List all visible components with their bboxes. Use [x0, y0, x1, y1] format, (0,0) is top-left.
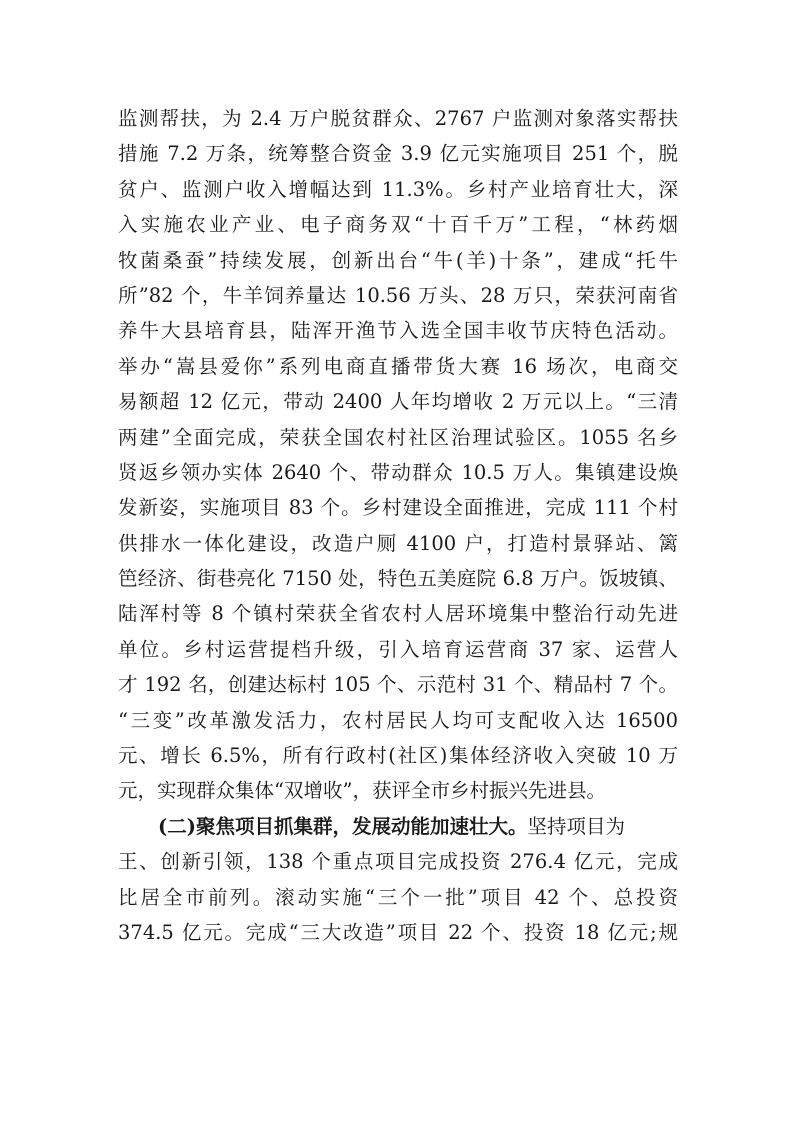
text-line: 举办“嵩县爱你”系列电商直播带货大赛 16 场次，电商交 [118, 354, 678, 378]
text-line: 牧菌桑蚕”持续发展，创新出台“牛(羊)十条”，建成“托牛 [118, 248, 678, 272]
section-heading-rest: 坚持项目为 [527, 814, 625, 838]
text-line: 供排水一体化建设，改造户厕 4100 户，打造村景驿站、篱 [118, 531, 678, 555]
text-line: 笆经济、街巷亮化 7150 处，特色五美庭院 6.8 万户。饭坡镇、 [118, 567, 678, 591]
section-heading-line [118, 809, 678, 844]
text-line: 贫户、监测户收入增幅达到 11.3%。乡村产业培育壮大，深 [118, 177, 678, 201]
text-line: 易额超 12 亿元，带动 2400 人年均增收 2 万元以上。“三清 [118, 390, 678, 414]
text-line: 所”82 个，牛羊饲养量达 10.56 万头、28 万只，荣获河南省 [118, 283, 678, 307]
text-line: 374.5 亿元。完成“三大改造”项目 22 个、投资 18 亿元;规 [118, 920, 678, 944]
text-line: 两建”全面完成，荣获全国农村社区治理试验区。1055 名乡 [118, 425, 678, 449]
body-text [118, 101, 678, 950]
text-line: 贤返乡领办实体 2640 个、带动群众 10.5 万人。集镇建设焕 [118, 460, 678, 484]
text-line: 王、创新引领，138 个重点项目完成投资 276.4 亿元，完成 [118, 850, 678, 874]
section-heading: (二)聚焦项目抓集群，发展动能加速壮大。 [158, 814, 528, 838]
text-line: “三变”改革激发活力，农村居民人均可支配收入达 16500 [118, 708, 678, 732]
text-line: 比居全市前列。滚动实施“三个一批”项目 42 个、总投资 [118, 885, 678, 909]
text-line: 单位。乡村运营提档升级，引入培育运营商 37 家、运营人 [118, 637, 678, 661]
text-line: 才 192 名，创建达标村 105 个、示范村 31 个、精品村 7 个。 [118, 673, 678, 697]
text-line: 养牛大县培育县，陆浑开渔节入选全国丰收节庆特色活动。 [118, 319, 678, 343]
text-line: 陆浑村等 8 个镇村荣获全省农村人居环境集中整治行动先进 [118, 602, 678, 626]
text-line: 发新姿，实施项目 83 个。乡村建设全面推进，完成 111 个村 [118, 496, 678, 520]
text-line: 元，实现群众集体“双增收”，获评全市乡村振兴先进县。 [118, 779, 606, 803]
text-line: 监测帮扶，为 2.4 万户脱贫群众、2767 户监测对象落实帮扶 [118, 107, 678, 130]
text-line: 入实施农业产业、电子商务双“十百千万”工程，“林药烟 [118, 213, 678, 237]
text-line: 元、增长 6.5%，所有行政村(社区)集体经济收入突破 10 万 [118, 744, 678, 768]
text-line: 措施 7.2 万条，统筹整合资金 3.9 亿元实施项目 251 个，脱 [118, 142, 678, 166]
